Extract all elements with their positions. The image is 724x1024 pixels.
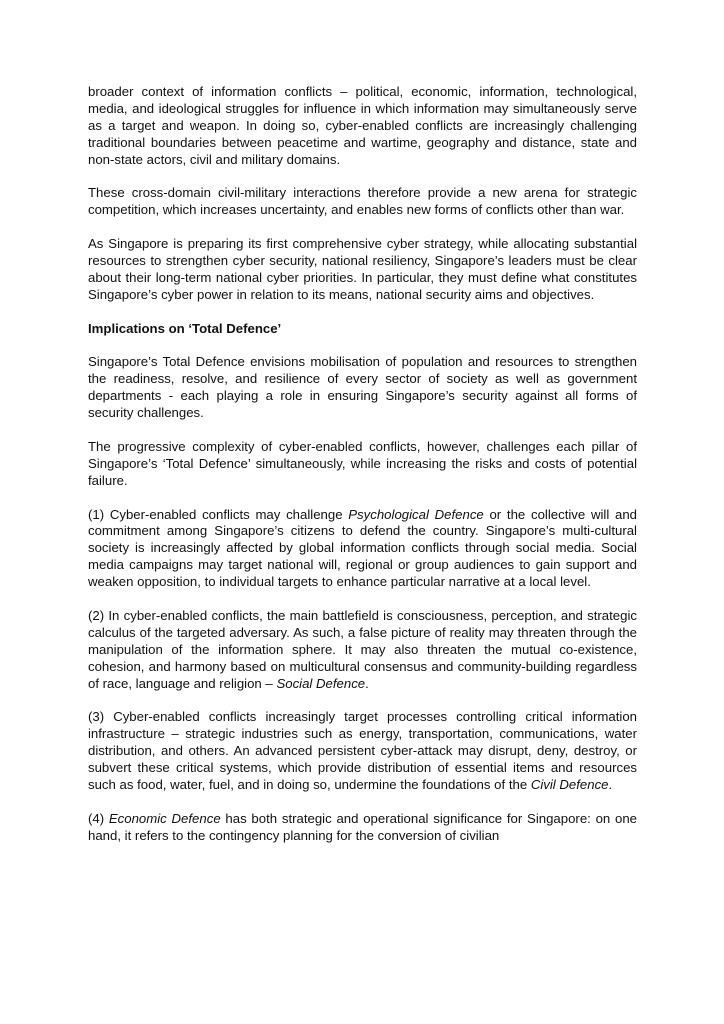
- paragraph-complexity: The progressive complexity of cyber-enabled conflicts, however, challenges each pillar of Singapore’s ‘Total Defence’ simultaneously, while increasing the risks and costs of potential failure.: [88, 438, 637, 488]
- document-page: [88, 84, 637, 862]
- paragraph-social-defence: (2) In cyber-enabled conflicts, the main battlefield is consciousness, perception, and strategic calculus of the targeted adversary. As such, a false picture of reality may threaten through the manipulation of the information sphere. It may also threaten the mutual co-existence, cohesion, and harmony based on multicultural consensus and community-building regardless of race, language and religion – Social Defence.: [88, 607, 637, 691]
- paragraph-cross-domain: These cross-domain civil-military interactions therefore provide a new arena for strategic competition, which increases uncertainty, and enables new forms of conflicts other than war.: [88, 185, 637, 218]
- paragraph-economic-defence: (4) Economic Defence has both strategic and operational significance for Singapore: on one hand, it refers to the contingency planning for the conversion of civilian: [88, 810, 637, 843]
- paragraph-information-conflicts: broader context of information conflicts – political, economic, information, technological, media, and ideological struggles for influence in which information may simultaneously serve as a target and weapon. In doing so, cyber-enabled conflicts are increasingly challenging traditional boundaries between peacetime and wartime, geography and distance, state and non-state actors, civil and military domains.: [88, 84, 637, 167]
- paragraph-cyber-strategy: As Singapore is preparing its first comprehensive cyber strategy, while allocating substantial resources to strengthen cyber security, national resiliency, Singapore’s leaders must be clear about their long-term national cyber priorities. In particular, they must define what constitutes Singapore’s cyber power in relation to its means, national security aims and objectives.: [88, 236, 637, 302]
- paragraph-civil-defence: (3) Cyber-enabled conflicts increasingly target processes controlling critical information infrastructure – strategic industries such as energy, transportation, communications, water distribution, and others. An advanced persistent cyber-attack may disrupt, deny, destroy, or subvert these critical systems, which provide distribution of essential items and resources such as food, water, fuel, and in doing so, undermine the foundations of the Civil Defence.: [88, 709, 637, 793]
- paragraph-psychological-defence: (1) Cyber-enabled conflicts may challenge Psychological Defence or the collective will and commitment among Singapore’s citizens to defend the country. Singapore’s multi-cultural society is increasingly affected by global information conflicts through social media. Social media campaigns may target national will, regional or group audiences to gain support and weaken opposition, to individual targets to enhance particular narrative at a local level.: [88, 506, 637, 590]
- paragraph-total-defence: Singapore’s Total Defence envisions mobilisation of population and resources to strengthen the readiness, resolve, and resilience of every sector of society as well as government departments - each playing a role in ensuring Singapore’s security against all forms of security challenges.: [88, 354, 637, 421]
- section-heading: Implications on ‘Total Defence’: [88, 320, 282, 336]
